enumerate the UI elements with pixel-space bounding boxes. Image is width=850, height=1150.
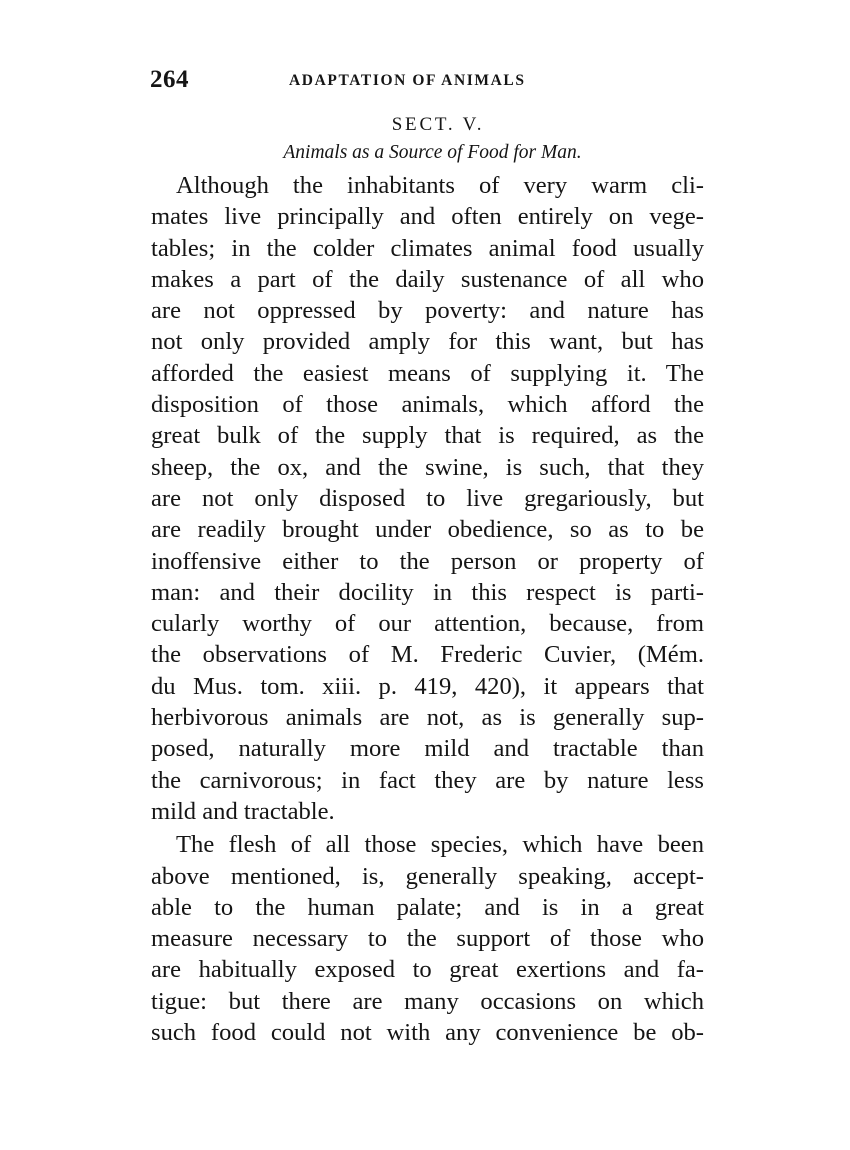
text-line: man: and their docility in this respect is parti- bbox=[151, 578, 704, 606]
text-line: tables; in the colder climates animal food usually bbox=[151, 234, 704, 262]
text-line: not only provided amply for this want, but has bbox=[151, 328, 704, 356]
text-line: The flesh of all those species, which have been bbox=[176, 831, 704, 859]
text-line: du Mus. tom. xiii. p. 419, 420), it appears that bbox=[151, 672, 704, 700]
paragraph-1 bbox=[151, 170, 704, 827]
text-line: cularly worthy of our attention, because, from bbox=[151, 610, 704, 638]
text-line: inoffensive either to the person or property of bbox=[151, 547, 704, 575]
running-head-title: ADAPTATION OF ANIMALS bbox=[289, 72, 526, 89]
text-line: sheep, the ox, and the swine, is such, that they bbox=[151, 453, 704, 481]
text-line: tigue: but there are many occasions on which bbox=[151, 987, 704, 1015]
text-line: are not only disposed to live gregariously, but bbox=[151, 484, 704, 512]
page-number: 264 bbox=[150, 66, 189, 93]
text-line: are habitually exposed to great exertions and fa- bbox=[151, 956, 704, 984]
text-line: the observations of M. Frederic Cuvier, (Mém. bbox=[151, 641, 704, 669]
text-line: able to the human palate; and is in a great bbox=[151, 893, 704, 921]
text-line: mild and tractable. bbox=[151, 797, 335, 825]
text-line: disposition of those animals, which afford the bbox=[151, 391, 704, 419]
text-line: herbivorous animals are not, as is generally sup- bbox=[151, 704, 704, 732]
text-line: such food could not with any convenience be ob- bbox=[151, 1019, 704, 1047]
section-number: SECT. V. bbox=[391, 114, 485, 135]
text-line: Although the inhabitants of very warm cli- bbox=[176, 172, 704, 199]
text-line: afforded the easiest means of supplying it. The bbox=[151, 359, 704, 387]
text-line: great bulk of the supply that is required, as the bbox=[151, 422, 704, 450]
section-title: Animals as a Source of Food for Man. bbox=[283, 142, 582, 163]
text-line: are readily brought under obedience, so as to be bbox=[151, 516, 704, 544]
body-text bbox=[151, 170, 704, 1048]
text-line: makes a part of the daily sustenance of all who bbox=[151, 265, 704, 293]
text-line: the carnivorous; in fact they are by nature less bbox=[151, 766, 704, 794]
text-line: are not oppressed by poverty: and nature has bbox=[151, 297, 704, 325]
text-line: above mentioned, is, generally speaking, accept- bbox=[151, 862, 704, 890]
text-line: posed, naturally more mild and tractable than bbox=[151, 735, 704, 763]
running-head bbox=[150, 66, 710, 96]
paragraph-2 bbox=[151, 829, 704, 1048]
text-line: measure necessary to the support of those who bbox=[151, 925, 704, 953]
text-line: mates live principally and often entirely on vege- bbox=[151, 203, 704, 231]
